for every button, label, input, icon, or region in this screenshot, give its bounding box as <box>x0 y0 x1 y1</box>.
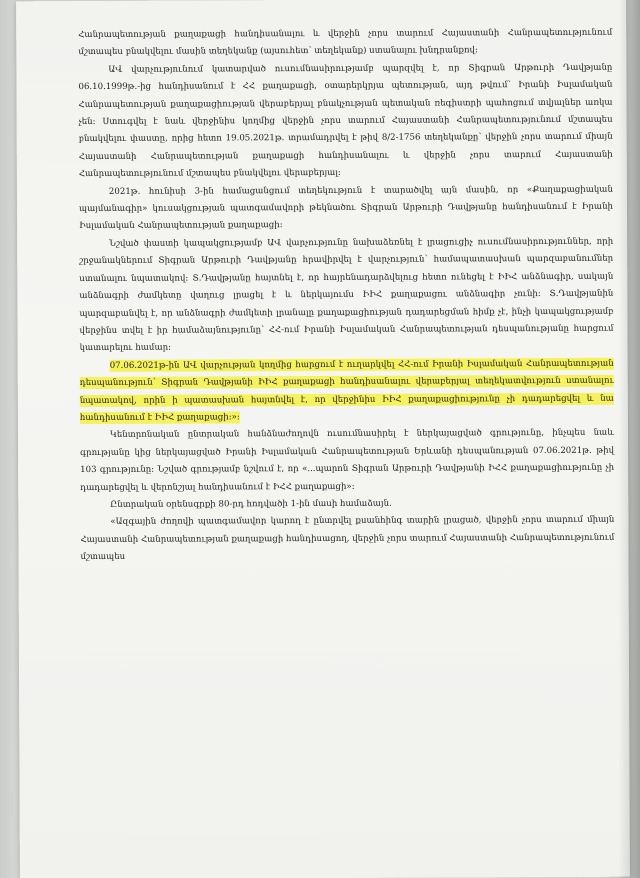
paragraph: Նշված փաստի կապակցությամբ ԱՎ վարչությունը նախաձեռնել է լրացուցիչ ուսումնասիրություններ, որի շրջանակներում Տիգրան Արթուրի Դավթյանը հրավիրվել է վարչություն՝ համապատասխան պարզաբանումներ ստանալու նպատակով: Տ.Դավթյանը հայտնել է, որ հայրենադարձվելուց հետո ունեցել է ԻԻՀ անձնագիր, սակայն անձնագրի ժամկետը վաղուց լրացել է և ներկայումս ԻԻՀ քաղաքացու անձնագիր չունի: Տ.Դավթյանին պարզաբանվել է, որ անձնագրի ժամկետի լրանալը քաղաքացիության դադարեցման հիմք չէ, ինչի կապակցությամբ վերջինս տվել է իր համաձայնությունը՝ ՀՀ-ում Իրանի Իսլամական Հանրապետության դեսպանությանը հարցում կատարելու համար: <box>79 236 614 354</box>
paragraph: Ընտրական օրենսգրքի 80-րդ հոդվածի 1-ին մասի համաձայն. <box>110 498 392 510</box>
paragraph: Կենտրոնական ընտրական հանձնաժողովն ուսումնասիրել է ներկայացված գրությունը, ինչպես նաև գրությանը կից ներկայացված Իրանի Իսլամական Հանրապետության Երևանի դեսպանության 07.06.2021թ. թիվ 103 գրությունը: Նշված գրությամբ նշվում է, որ «...պարոն Տիգրան Արթուրի Դավթյանի ԻՀՀ քաղաքացիությունը չի դադարեցվել և վերոնշյալ հանդիսանում է ԻՀՀ քաղաքացի»: <box>80 428 615 493</box>
paragraph: 2021թ. հունիսի 3-ին համացանցում տեղեկություն է տարածվել այն մասին, որ «Քաղաքացիական պայմանագիր» կուսակցության պատգամավորի թեկնածու Տիգրան Արթուրի Դավթյանը հանդիսանում է Իրանի Իսլամական Հանրապետության քաղաքացի: <box>78 184 614 232</box>
page-edge-shadow <box>618 0 640 878</box>
paragraph: ԱՎ վարչությունում կատարված ուսումնասիրությամբ պարզվել է, որ Տիգրան Արթուրի Դավթյանը 06.10.1999թ.-ից հանդիսանում է ՀՀ քաղաքացի, օտարերկրյա պետության, այդ թվում՝ Իրանի Իսլամական Հանրապետության քաղաքացիության վերաբերյալ բնակչության պետական ռեգիստրի պահոցում տվյալներ առկա չեն: Ստուգվել է նաև վերջինիս կողմից վերջին չորս տարում Հայաստանի Հանրապետությունում մշտապես բնակվելու փաստը, որից հետո 19.05.2021թ. տրամադրվել է թիվ 8/2-1756 տեղեկանքը՝ վերջին չորս տարում միայն Հայաստանի Հանրապետության քաղաքացի հանդիսանալու և վերջին չորս տարում Հայաստանի Հանրապետությունում մշտապես բնակվելու վերաբերյալ: <box>78 62 613 180</box>
document-page <box>16 0 630 878</box>
paragraph: «Ազգային ժողովի պատգամավոր կարող է ընտրվել քսանհինգ տարին լրացած, վերջին չորս տարում միայն Հայաստանի Հանրապետության քաղաքացի հանդիսացող, վերջին չորս տարում Հայաստանի Հանրապետությունում մշտապես <box>80 515 615 563</box>
highlighted-paragraph <box>80 355 614 427</box>
paragraph: Հանրապետության քաղաքացի հանդիսանալու և վերջին չորս տարում Հայաստանի Հանրապետությունում մշտապես բնակվելու մասին տեղեկանք (այսուհետ՝ տեղեկանք) ստանալու խնդրանքով: <box>78 27 613 58</box>
highlighted-text: 07.06.2021թ-ին ԱՎ վարչության կողմից հարցում է ուղարկվել ՀՀ-ում Իրանի Իսլամական Հանրապետության դեսպանություն՝ Տիգրան Դավթյանի ԻԻՀ քաղաքացի հանդիսանալու վերաբերյալ տեղեկատվություն ստանալու նպատակով, որին ի պատասխան հայտնվել է, որ վերջինիս ԻԻՀ քաղաքացիությունը չի դադարեցվել և նա հանդիսանում է ԻԻՀ քաղաքացի:»: <box>79 358 614 423</box>
document-body <box>78 25 614 567</box>
